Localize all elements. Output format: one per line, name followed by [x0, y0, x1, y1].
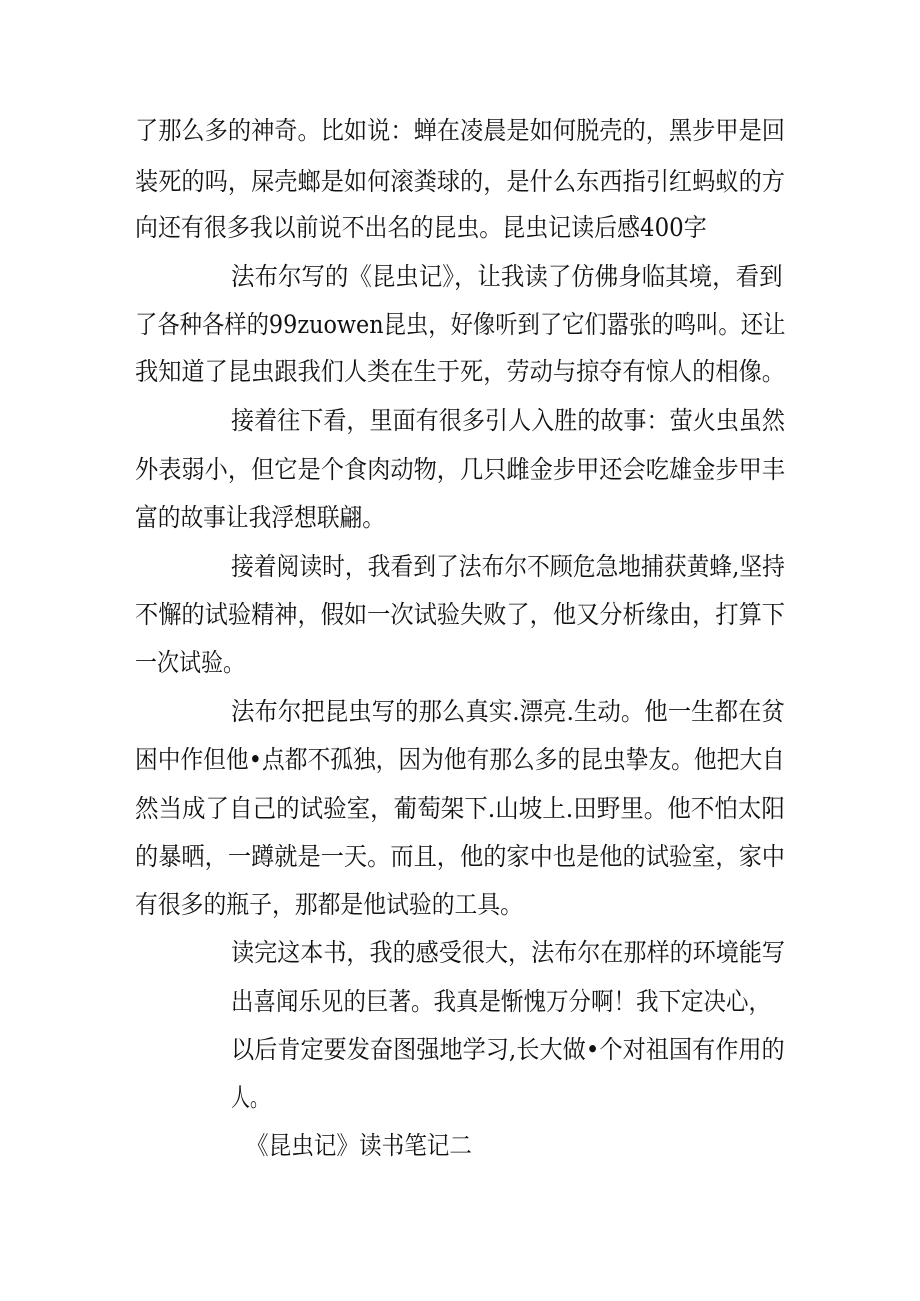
text-line: 富的故事让我浮想联翩。: [135, 503, 386, 532]
text-line: 以后肯定要发奋图强地学习,长大做•个对祖国有作用的: [231, 1035, 785, 1064]
text-line: 我知道了昆虫跟我们人类在生于死，劳动与掠夺有惊人的相像。: [135, 357, 786, 386]
text-line: 法布尔写的《昆虫记》，让我读了仿佛身临其境，看到: [231, 262, 783, 291]
text-line: 向还有很多我以前说不出名的昆虫。昆虫记读后感400字: [135, 213, 707, 242]
text-line: 了各种各样的99zuowen昆虫，好像听到了它们嚣张的鸣叫。还让: [135, 310, 786, 339]
text-line: 读完这本书，我的感受很大，法布尔在那样的环境能写: [231, 938, 786, 967]
text-line: 装死的吗，屎壳螂是如何滚粪球的，是什么东西指引红蚂蚁的方: [135, 167, 786, 196]
text-line: 不懈的试验精神，假如一次试验失败了，他又分析缘由，打算下: [135, 600, 786, 629]
text-line: 困中作但他•点都不孤独，因为他有那么多的昆虫挚友。他把大自: [135, 745, 785, 774]
text-line: 出喜闻乐见的巨著。我真是惭愧万分啊！我下定决心，: [231, 987, 772, 1016]
text-line: 有很多的瓶子，那都是他试验的工具。: [135, 890, 524, 919]
text-line: 接着往下看，里面有很多引人入胜的故事：萤火虫虽然: [231, 406, 786, 435]
text-line: 外表弱小，但它是个食肉动物，几只雌金步甲还会吃雄金步甲丰: [135, 455, 786, 484]
text-line: 人。: [231, 1083, 270, 1112]
text-line: 一次试验。: [135, 648, 246, 677]
text-line: 了那么多的神奇。比如说：蝉在凌晨是如何脱壳的，黑步甲是回: [135, 116, 786, 145]
text-line: 接着阅读时，我看到了法布尔不顾危急地捕获黄蜂,坚持: [231, 552, 785, 581]
section-heading: 《昆虫记》读书笔记二: [246, 1131, 473, 1160]
text-line: 的暴晒，一蹲就是一天。而且，他的家中也是他的试验室，家中: [135, 842, 786, 871]
text-line: 然当成了自己的试验室，葡萄架下.山坡上.田野里。他不怕太阳: [135, 794, 785, 823]
text-line: 法布尔把昆虫写的那么真实.漂亮.生动。他一生都在贫: [231, 697, 785, 726]
